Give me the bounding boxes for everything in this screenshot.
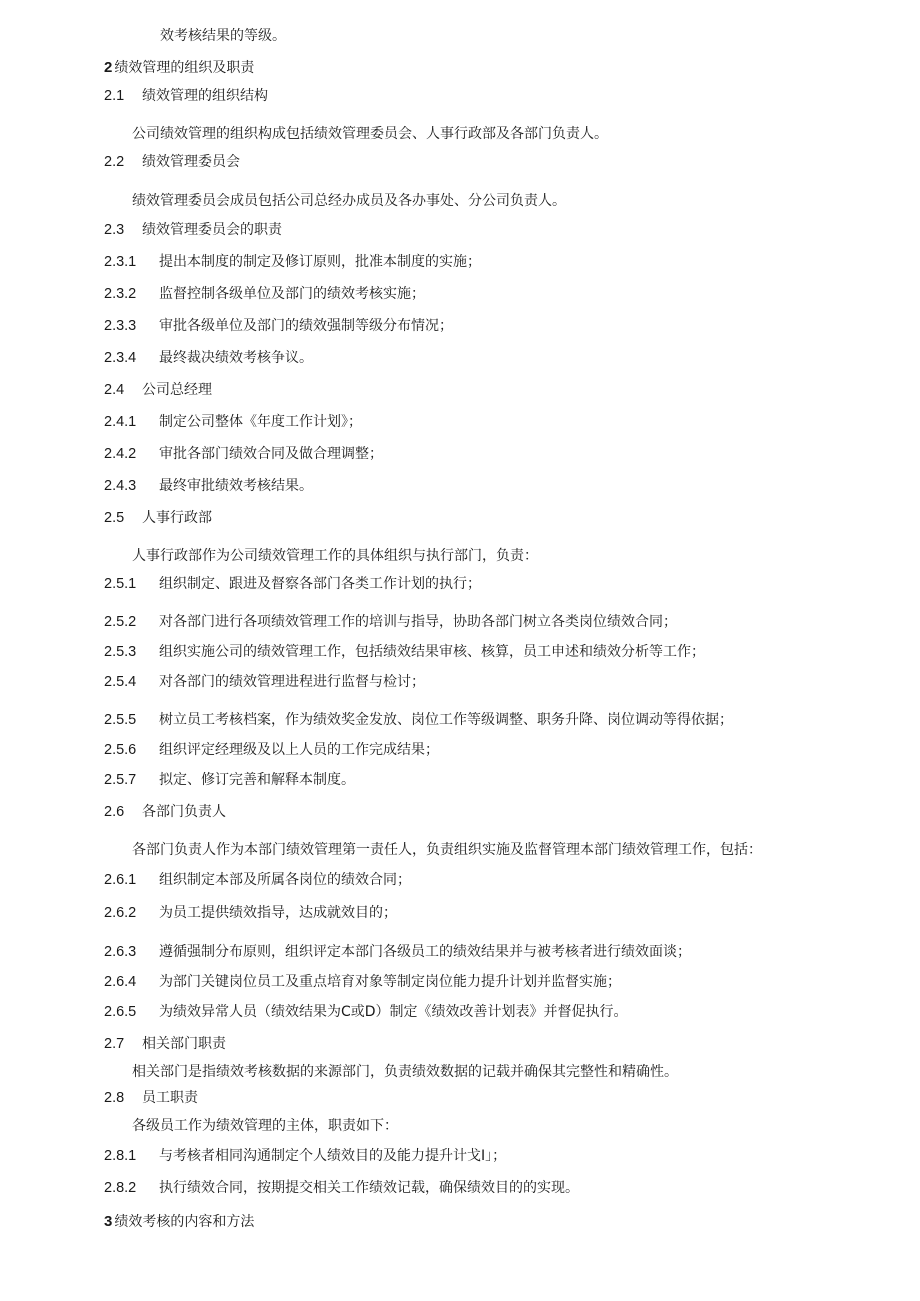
chapter-heading	[104, 58, 254, 78]
section-text: 组织制定本部及所属各岗位的绩效合同；	[159, 872, 411, 888]
section-text: 制定公司整体《年度工作计划》；	[159, 414, 362, 430]
section-text: 绩效管理的组织结构	[142, 88, 268, 104]
section-number: 2.5.7	[104, 772, 137, 788]
chapter-number: 3	[104, 1213, 113, 1230]
section-text: 绩效管理委员会的职责	[142, 222, 282, 238]
section-text: 组织制定、跟进及督察各部门各类工作计划的执行；	[159, 576, 481, 592]
section-text: 相关部门职责	[142, 1036, 226, 1052]
section-number: 2.8.2	[104, 1180, 137, 1196]
section-number: 2.1	[104, 88, 125, 104]
section-number: 2.4.2	[104, 446, 137, 462]
section-number: 2.8.1	[104, 1148, 137, 1164]
section-number: 2.8	[104, 1090, 125, 1106]
section-text: 对各部门的绩效管理进程进行监督与检讨；	[159, 674, 425, 690]
section-number: 2.5.3	[104, 644, 137, 660]
section-text: 审批各部门绩效合同及做合理调整；	[159, 446, 383, 462]
section-text: 审批各级单位及部门的绩效强制等级分布情况；	[159, 318, 453, 334]
chapter-number: 2	[104, 59, 113, 76]
section-number: 2.4.1	[104, 414, 137, 430]
section-text: 为员工提供绩效指导，达成就效目的；	[159, 905, 397, 921]
section-number: 2.4.3	[104, 478, 137, 494]
section-number: 2.5.5	[104, 712, 137, 728]
section-text: 组织实施公司的绩效管理工作，包括绩效结果审核、核算，员工申述和绩效分析等工作；	[159, 644, 705, 660]
chapter-title: 绩效管理的组织及职责	[114, 60, 255, 76]
paragraph: 人事行政部作为公司绩效管理工作的具体组织与执行部门，负责：	[132, 548, 538, 564]
section-number: 2.6.3	[104, 944, 137, 960]
section-number: 2.5	[104, 510, 125, 526]
section-text: 遵循强制分布原则，组织评定本部门各级员工的绩效结果并与被考核者进行绩效面谈；	[159, 944, 691, 960]
section-number: 2.2	[104, 154, 125, 170]
section-number: 2.6.2	[104, 905, 137, 921]
section-number: 2.6.4	[104, 974, 137, 990]
section-number: 2.6	[104, 804, 125, 820]
section-number: 2.5.2	[104, 614, 137, 630]
section-text: 员工职责	[142, 1090, 198, 1106]
chapter-heading	[104, 1212, 254, 1232]
section-number: 2.3.3	[104, 318, 137, 334]
paragraph: 各部门负责人作为本部门绩效管理第一责任人，负责组织实施及监督管理本部门绩效管理工作，包括：	[132, 842, 762, 858]
continued-text: 效考核结果的等级。	[160, 28, 286, 44]
section-text: 组织评定经理级及以上人员的工作完成结果；	[159, 742, 439, 758]
section-number: 2.5.6	[104, 742, 137, 758]
section-text: 与考核者相同沟通制定个人绩效目的及能力提升计戈I」；	[159, 1148, 507, 1164]
section-text: 提出本制度的制定及修订原则，批准本制度的实施；	[159, 254, 481, 270]
section-text: 人事行政部	[142, 510, 212, 526]
section-text: 各部门负责人	[142, 804, 226, 820]
section-text: 对各部门进行各项绩效管理工作的培训与指导，协助各部门树立各类岗位绩效合同；	[159, 614, 677, 630]
section-number: 2.3.2	[104, 286, 137, 302]
section-number: 2.3.4	[104, 350, 137, 366]
section-number: 2.6.1	[104, 872, 137, 888]
section-text: 执行绩效合同，按期提交相关工作绩效记载，确保绩效目的的实现。	[159, 1180, 579, 1196]
section-number: 2.4	[104, 382, 125, 398]
section-number: 2.6.5	[104, 1004, 137, 1020]
section-text: 为部门关键岗位员工及重点培育对象等制定岗位能力提升计划并监督实施；	[159, 974, 621, 990]
paragraph: 绩效管理委员会成员包括公司总经办成员及各办事处、分公司负责人。	[132, 193, 566, 209]
section-text: 拟定、修订完善和解释本制度。	[159, 772, 355, 788]
section-text: 最终审批绩效考核结果。	[159, 478, 313, 494]
section-text: 为绩效异常人员（绩效结果为C或D）制定《绩效改善计划表》并督促执行。	[159, 1004, 628, 1020]
paragraph: 公司绩效管理的组织构成包括绩效管理委员会、人事行政部及各部门负责人。	[132, 126, 608, 142]
section-number: 2.5.1	[104, 576, 137, 592]
paragraph: 各级员工作为绩效管理的主体，职责如下：	[132, 1118, 398, 1134]
chapter-title: 绩效考核的内容和方法	[114, 1214, 255, 1230]
paragraph: 相关部门是指绩效考核数据的来源部门，负责绩效数据的记载并确保其完整性和精确性。	[132, 1064, 678, 1080]
section-text: 公司总经理	[142, 382, 212, 398]
section-text: 监督控制各级单位及部门的绩效考核实施；	[159, 286, 425, 302]
section-text: 最终裁决绩效考核争议。	[159, 350, 313, 366]
section-number: 2.3.1	[104, 254, 137, 270]
section-text: 树立员工考核档案，作为绩效奖金发放、岗位工作等级调整、职务升降、岗位调动等得依据；	[159, 712, 733, 728]
section-text: 绩效管理委员会	[142, 154, 240, 170]
section-number: 2.7	[104, 1036, 125, 1052]
section-number: 2.5.4	[104, 674, 137, 690]
section-number: 2.3	[104, 222, 125, 238]
